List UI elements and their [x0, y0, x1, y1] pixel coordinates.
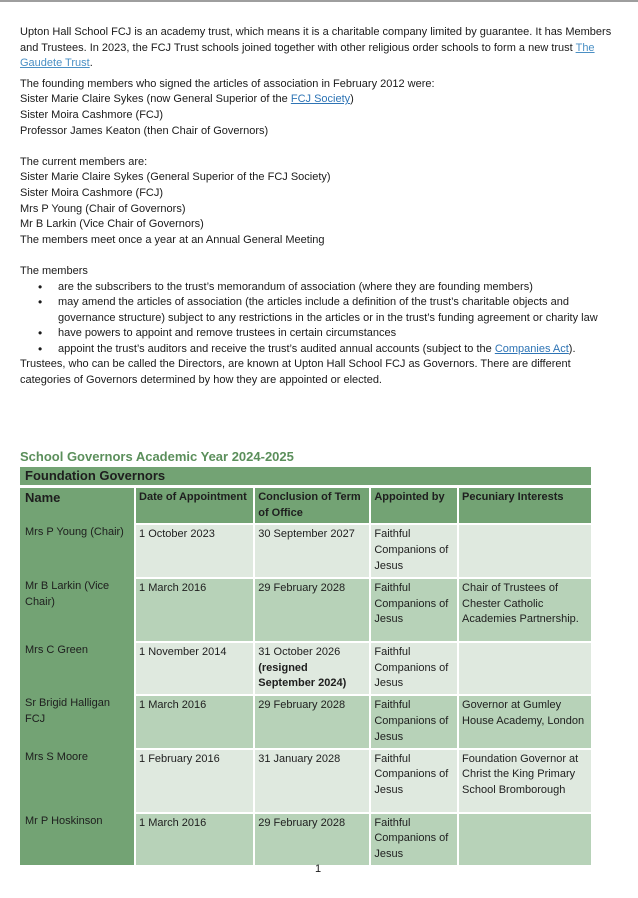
cell-date: 1 March 2016: [136, 577, 253, 641]
table-row: [20, 523, 591, 576]
cell-name: Mr B Larkin (Vice Chair): [20, 577, 134, 641]
cell-date: 1 November 2014: [136, 641, 253, 694]
founding-member-1-text: Sister Marie Claire Sykes (now General Superior of the: [20, 93, 291, 106]
cell-appointed-by: Faithful Companions of Jesus: [371, 694, 457, 747]
current-members-heading: The current members are:: [20, 155, 148, 168]
header-conclusion: Conclusion of Term of Office: [255, 485, 369, 524]
role-bullet: • may amend the articles of association (the articles include a definition of the trust’s charitable objects and governance structure) subject to any restrictions in the articles or in the trust’s funding agreement or charity law: [58, 295, 620, 326]
cell-date: 1 March 2016: [136, 694, 253, 747]
cell-interests: [459, 812, 591, 865]
cell-conclusion: 29 February 2028: [255, 694, 369, 747]
founding-heading: The founding members who signed the articles of association in February 2012 were:: [20, 77, 435, 90]
cell-date: 1 October 2023: [136, 523, 253, 576]
table-row: [20, 748, 591, 812]
cell-appointed-by: Faithful Companions of Jesus: [371, 577, 457, 641]
cell-name: Mrs C Green: [20, 641, 134, 694]
cell-appointed-by: Faithful Companions of Jesus: [371, 812, 457, 865]
role-bullet-text: appoint the trust’s auditors and receive the trust’s audited annual accounts (subject to the: [58, 342, 495, 355]
resigned-note: (resigned September 2024): [258, 661, 347, 690]
header-date: Date of Appointment: [136, 485, 253, 524]
role-bullet: • have powers to appoint and remove trustees in certain circumstances: [58, 326, 620, 342]
members-roles-heading: The members: [20, 264, 88, 277]
trustees-paragraph: Trustees, who can be called the Directors, are known at Upton Hall School FCJ as Governors. There are different categories of Governors determined by how they are appointed or elected.: [20, 358, 571, 387]
role-bullet: • are the subscribers to the trust’s memorandum of association (where they are founding members): [58, 280, 620, 296]
table-title-row: [20, 467, 591, 485]
cell-date: 1 February 2016: [136, 748, 253, 812]
role-bullet-end: ).: [568, 342, 576, 355]
cell-interests: Governor at Gumley House Academy, London: [459, 694, 591, 747]
founding-member-1: [20, 92, 620, 108]
cell-interests: [459, 523, 591, 576]
table-row: [20, 812, 591, 865]
cell-date: 1 March 2016: [136, 812, 253, 865]
table-row: [20, 694, 591, 747]
table-header-row: [20, 485, 591, 524]
cell-interests: Chair of Trustees of Chester Catholic Academies Partnership.: [459, 577, 591, 641]
cell-name: Sr Brigid Halligan FCJ: [20, 694, 134, 747]
cell-interests: [459, 641, 591, 694]
intro-text: Upton Hall School FCJ is an academy trust, which means it is a charitable company limited by guarantee. It has Members and Trustees. In 2023, the FCJ Trust schools joined together with other religious order schools to form a new trust: [20, 26, 612, 54]
cell-conclusion: 29 February 2028: [255, 812, 369, 865]
cell-conclusion: 31 January 2028: [255, 748, 369, 812]
table-title: Foundation Governors: [20, 467, 591, 485]
cell-appointed-by: Faithful Companions of Jesus: [371, 748, 457, 812]
intro-text-end: .: [89, 57, 93, 70]
conclusion-date: 31 October 2026: [258, 645, 341, 658]
header-interests: Pecuniary Interests: [459, 485, 591, 524]
role-bullet: [58, 342, 620, 358]
document-page: [20, 25, 620, 389]
founding-member-2: Sister Moira Cashmore (FCJ): [20, 108, 164, 121]
cell-conclusion: 29 February 2028: [255, 577, 369, 641]
cell-appointed-by: Faithful Companions of Jesus: [371, 641, 457, 694]
gaudete-trust-link[interactable]: The Gaudete Trust: [20, 41, 595, 70]
cell-name: Mrs P Young (Chair): [20, 523, 134, 576]
founding-member-3: Professor James Keaton (then Chair of Governors): [20, 124, 269, 137]
table-row: [20, 577, 591, 641]
meeting-note: The members meet once a year at an Annual General Meeting: [20, 233, 325, 246]
governors-table: [18, 467, 593, 865]
table-row: [20, 641, 591, 694]
window-top-border: [0, 0, 638, 2]
current-member: Mrs P Young (Chair of Governors): [20, 202, 186, 215]
current-member: Sister Marie Claire Sykes (General Superior of the FCJ Society): [20, 171, 331, 184]
cell-name: Mrs S Moore: [20, 748, 134, 812]
current-member: Mr B Larkin (Vice Chair of Governors): [20, 218, 204, 231]
fcj-society-link[interactable]: FCJ Society: [290, 93, 351, 106]
page-number: 1: [315, 863, 322, 875]
cell-appointed-by: Faithful Companions of Jesus: [371, 523, 457, 576]
members-roles-list: [20, 280, 620, 358]
cell-name: Mr P Hoskinson: [20, 812, 134, 865]
founding-member-1-end: ): [350, 93, 354, 106]
intro-paragraph: [20, 25, 620, 72]
cell-conclusion: 30 September 2027: [255, 523, 369, 576]
current-member: Sister Moira Cashmore (FCJ): [20, 186, 164, 199]
companies-act-link[interactable]: Companies Act: [494, 342, 569, 355]
cell-conclusion: [255, 641, 369, 694]
cell-interests: Foundation Governor at Christ the King Primary School Bromborough: [459, 748, 591, 812]
header-appointed-by: Appointed by: [371, 485, 457, 524]
header-name: Name: [20, 485, 134, 524]
section-title: School Governors Academic Year 2024-2025: [20, 449, 294, 464]
